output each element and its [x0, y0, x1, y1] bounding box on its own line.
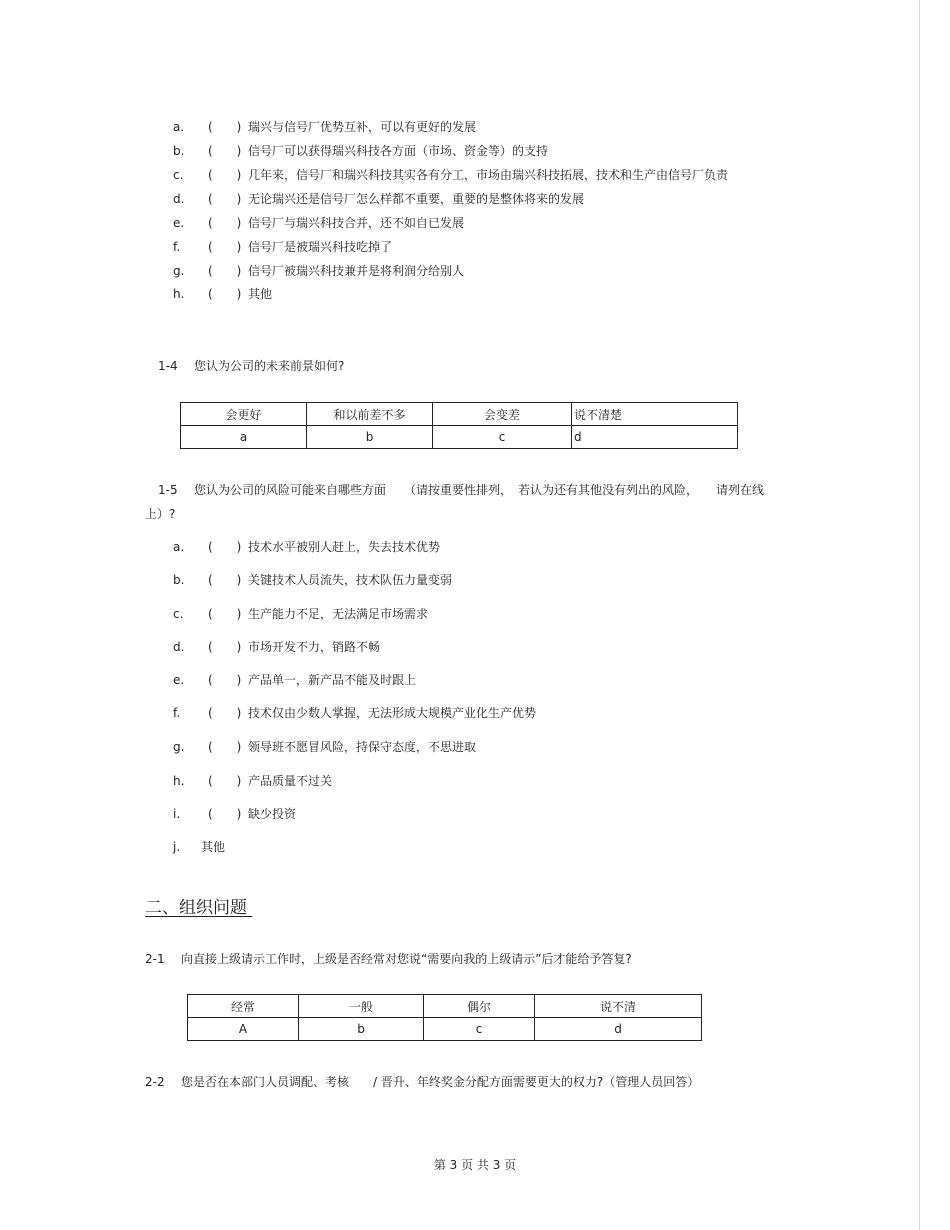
item-text: 信号厂是被瑞兴科技吃掉了 — [248, 240, 393, 254]
item-text: 几年来，信号厂和瑞兴科技其实各有分工，市场由瑞兴科技拓展，技术和生产由信号厂负责 — [248, 168, 729, 182]
answer-blank: ( ) — [208, 216, 242, 230]
question-text: 您认为公司的未来前景如何? — [194, 359, 345, 373]
answer-blank: ( ) — [208, 540, 242, 554]
question-2-1 — [145, 950, 632, 968]
list-item — [173, 538, 440, 556]
item-letter: e. — [173, 216, 185, 230]
table-header-cell: 会更好 — [181, 403, 307, 426]
item-text: 缺少投资 — [248, 807, 297, 821]
question-number: 2-1 — [145, 952, 165, 966]
table-cell: d — [572, 426, 738, 449]
list-item — [173, 571, 452, 589]
answer-blank: ( ) — [208, 192, 242, 206]
section-heading: 二、组织问题 — [145, 898, 253, 918]
question-number: 1-4 — [158, 359, 178, 373]
item-text: 信号厂被瑞兴科技兼并是将利润分给别人 — [248, 264, 465, 278]
item-text: 信号厂可以获得瑞兴科技各方面（市场、资金等）的支持 — [248, 144, 549, 158]
table-cell: c — [424, 1018, 535, 1041]
item-text: 市场开发不力，销路不畅 — [248, 640, 381, 654]
item-letter: e. — [173, 673, 185, 687]
item-text: 技术水平被别人赶上，失去技术优势 — [248, 540, 441, 554]
list-item — [173, 285, 272, 303]
answer-blank: ( ) — [208, 607, 242, 621]
table-cell: a — [181, 426, 307, 449]
list-item — [173, 238, 392, 256]
page-edge — [919, 0, 920, 1230]
question-number: 2-2 — [145, 1075, 165, 1089]
table-header-cell: 一般 — [299, 995, 424, 1018]
item-letter: i. — [173, 807, 181, 821]
question-2-2 — [145, 1073, 699, 1091]
table-cell: c — [433, 426, 572, 449]
answer-blank: ( ) — [208, 144, 242, 158]
item-text: 其他 — [248, 287, 273, 301]
item-text: 其他 — [201, 840, 226, 854]
answer-blank: ( ) — [208, 740, 242, 754]
table-header-row — [188, 995, 702, 1018]
item-letter: g. — [173, 264, 185, 278]
table-header-cell: 和以前差不多 — [307, 403, 433, 426]
item-letter: g. — [173, 740, 185, 754]
list-item — [173, 118, 476, 136]
table-header-cell: 说不清 — [535, 995, 702, 1018]
question-text: 向直接上级请示工作时，上级是否经常对您说“需要向我的上级请示”后才能给予答复? — [181, 952, 632, 966]
item-text: 产品单一，新产品不能及时跟上 — [248, 673, 417, 687]
answer-blank: ( ) — [208, 673, 242, 687]
question-text: 您认为公司的风险可能来自哪些方面 （请按重要性排列， 若认为还有其他没有列出的风险， 请列在线 — [194, 483, 765, 497]
item-text: 信号厂与瑞兴科技合并，还不如自已发展 — [248, 216, 465, 230]
item-letter: h. — [173, 774, 185, 788]
table-header-cell: 说不清楚 — [572, 403, 738, 426]
list-item — [173, 142, 548, 160]
item-text: 技术仅由少数人掌握，无法形成大规模产业化生产优势 — [248, 706, 537, 720]
answer-table-2-1 — [187, 994, 702, 1041]
answer-table-1-4 — [180, 402, 738, 449]
table-cell: d — [535, 1018, 702, 1041]
list-item — [173, 671, 416, 689]
question-text: 您是否在本部门人员调配、考核 / 晋升、年终奖金分配方面需要更大的权力?（管理人员回答） — [181, 1075, 700, 1089]
question-1-4 — [158, 357, 344, 375]
answer-blank: ( ) — [208, 120, 242, 134]
item-letter: j. — [173, 840, 181, 854]
answer-blank: ( ) — [208, 706, 242, 720]
item-letter: d. — [173, 192, 185, 206]
item-text: 生产能力不足，无法满足市场需求 — [248, 607, 429, 621]
item-letter: a. — [173, 120, 185, 134]
item-letter: f. — [173, 706, 181, 720]
item-letter: b. — [173, 573, 185, 587]
item-letter: a. — [173, 540, 185, 554]
answer-blank: ( ) — [208, 807, 242, 821]
table-row — [181, 426, 738, 449]
table-row — [188, 1018, 702, 1041]
question-text-continued: 上）? — [145, 507, 176, 521]
list-item — [173, 805, 296, 823]
answer-blank: ( ) — [208, 264, 242, 278]
item-letter: d. — [173, 640, 185, 654]
answer-blank: ( ) — [208, 573, 242, 587]
table-header-cell: 经常 — [188, 995, 299, 1018]
list-item — [173, 838, 225, 856]
list-item — [173, 704, 536, 722]
item-letter: c. — [173, 607, 184, 621]
table-cell: A — [188, 1018, 299, 1041]
table-cell: b — [299, 1018, 424, 1041]
item-letter: c. — [173, 168, 184, 182]
list-item — [173, 190, 584, 208]
item-letter: b. — [173, 144, 185, 158]
list-item — [173, 214, 464, 232]
answer-blank: ( ) — [208, 240, 242, 254]
list-item — [173, 605, 428, 623]
page-footer: 第 3 页 共 3 页 — [433, 1158, 517, 1172]
table-header-cell: 偶尔 — [424, 995, 535, 1018]
list-item — [173, 166, 728, 184]
item-text: 无论瑞兴还是信号厂怎么样都不重要，重要的是整体将来的发展 — [248, 192, 585, 206]
item-text: 产品质量不过关 — [248, 774, 333, 788]
answer-blank: ( ) — [208, 640, 242, 654]
item-text: 领导班不愿冒风险，持保守态度，不思进取 — [248, 740, 477, 754]
item-letter: f. — [173, 240, 181, 254]
list-item — [173, 262, 464, 280]
table-header-cell: 会变差 — [433, 403, 572, 426]
table-header-row — [181, 403, 738, 426]
answer-blank: ( ) — [208, 168, 242, 182]
list-item — [173, 738, 476, 756]
item-letter: h. — [173, 287, 185, 301]
item-text: 关键技术人员流失，技术队伍力量变弱 — [248, 573, 453, 587]
answer-blank: ( ) — [208, 287, 242, 301]
table-cell: b — [307, 426, 433, 449]
question-number: 1-5 — [158, 483, 178, 497]
list-item — [173, 638, 380, 656]
question-1-5 — [158, 481, 764, 499]
list-item — [173, 772, 332, 790]
item-text: 瑞兴与信号厂优势互补，可以有更好的发展 — [248, 120, 477, 134]
answer-blank: ( ) — [208, 774, 242, 788]
